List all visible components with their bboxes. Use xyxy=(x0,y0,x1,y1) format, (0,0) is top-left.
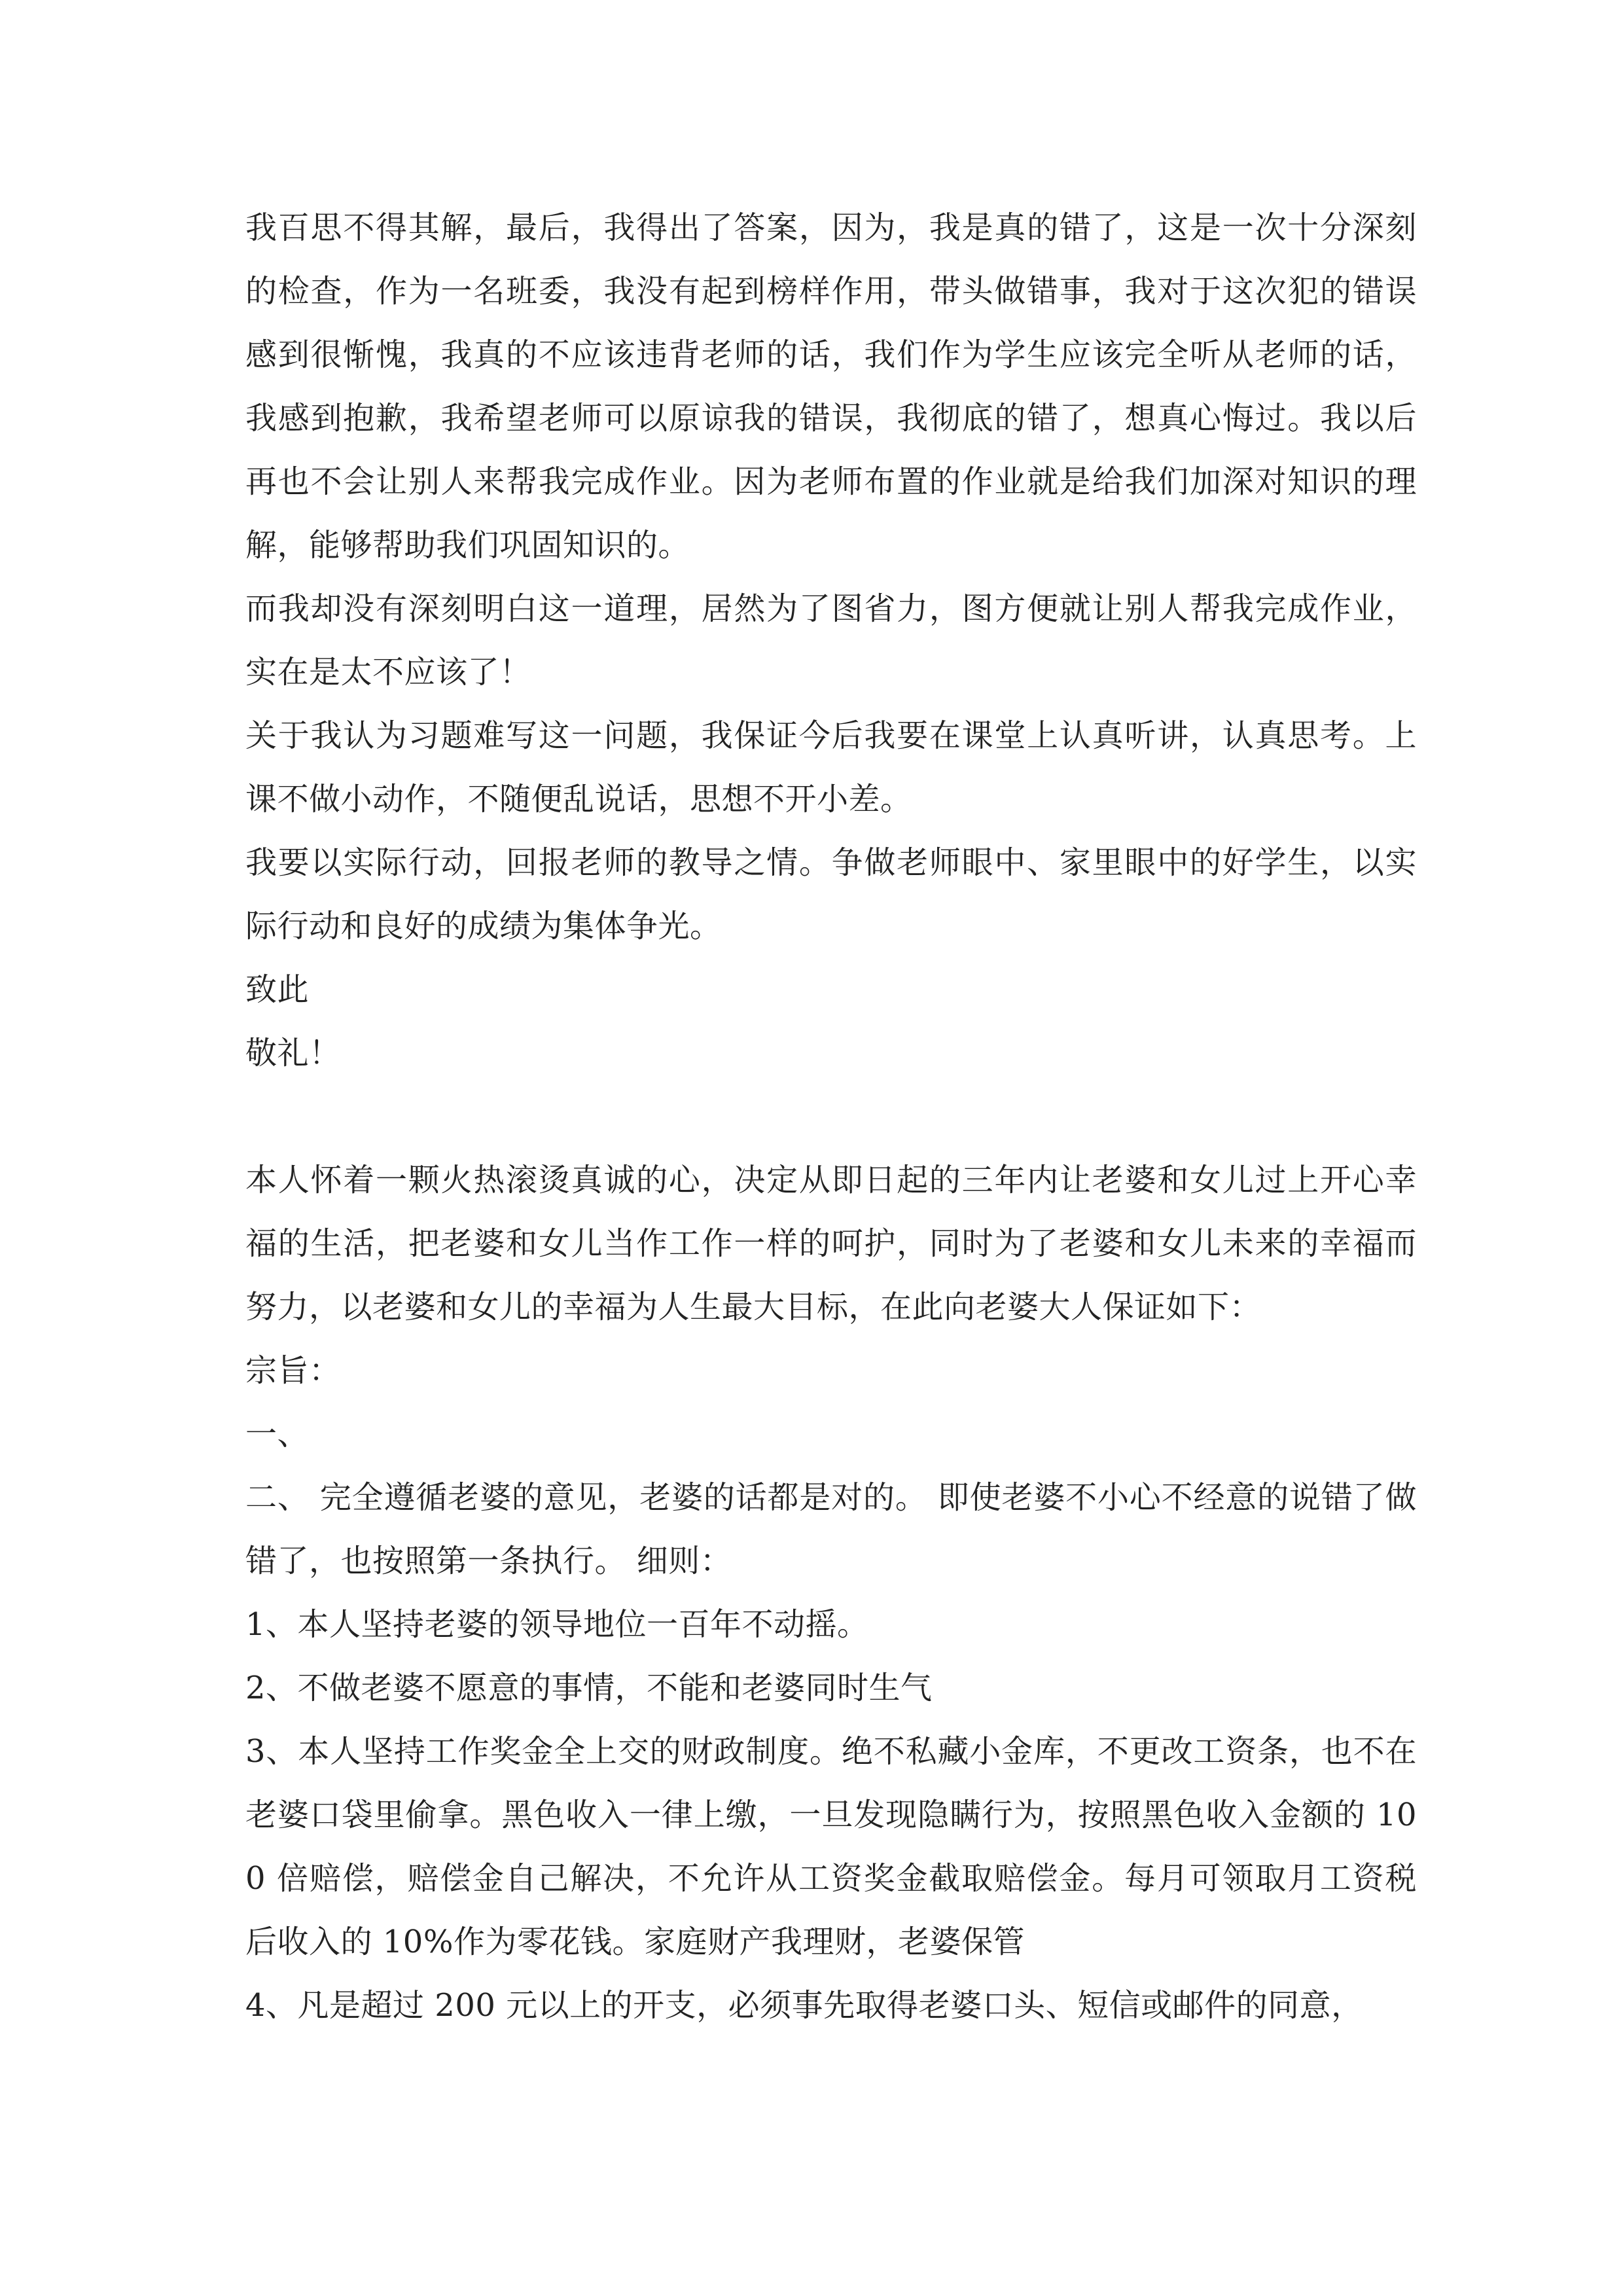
document-body xyxy=(245,196,1417,2037)
rule-item: 1、本人坚持老婆的领导地位一百年不动摇。 xyxy=(245,1606,869,1643)
rule-item: 3、本人坚持工作奖金全上交的财政制度。绝不私藏小金库，不更改工资条，也不在老婆口袋里偷拿。黑色收入一律上缴，一旦发现隐瞒行为，按照黑色收入金额的 100 倍赔偿，赔偿金自己解决，不允许从工资奖金截取赔偿金。每月可领取月工资税后收入的 10%作为零花钱。家庭财产我理财，老婆保管 xyxy=(245,1733,1417,1960)
paragraph: 而我却没有深刻明白这一道理，居然为了图省力，图方便就让别人帮我完成作业，实在是太不应该了！ xyxy=(245,590,1417,691)
paragraph: 二、 完全遵循老婆的意见，老婆的话都是对的。 即使老婆不小心不经意的说错了做错了，也按照第一条执行。 细则： xyxy=(245,1479,1417,1579)
paragraph: 我百思不得其解，最后，我得出了答案，因为，我是真的错了，这是一次十分深刻的检查，作为一名班委，我没有起到榜样作用，带头做错事，我对于这次犯的错误感到很惭愧，我真的不应该违背老师的话，我们作为学生应该完全听从老师的话，我感到抱歉，我希望老师可以原谅我的错误，我彻底的错了，想真心悔过。我以后再也不会让别人来帮我完成作业。因为老师布置的作业就是给我们加深对知识的理解，能够帮助我们巩固知识的。 xyxy=(245,209,1417,564)
rule-item: 4、凡是超过 200 元以上的开支，必须事先取得老婆口头、短信或邮件的同意， xyxy=(245,1987,1363,2024)
paragraph: 我要以实际行动，回报老师的教导之情。争做老师眼中、家里眼中的好学生，以实际行动和良好的成绩为集体争光。 xyxy=(245,844,1417,944)
heading-line: 宗旨： xyxy=(245,1352,341,1389)
list-marker: 一、 xyxy=(245,1416,310,1452)
rule-item: 2、不做老婆不愿意的事情，不能和老婆同时生气 xyxy=(245,1670,933,1706)
paragraph: 本人怀着一颗火热滚烫真诚的心，决定从即日起的三年内让老婆和女儿过上开心幸福的生活，把老婆和女儿当作工作一样的呵护，同时为了老婆和女儿未来的幸福而努力，以老婆和女儿的幸福为人生最大目标，在此向老婆大人保证如下： xyxy=(245,1162,1417,1325)
letter-section-guarantee xyxy=(245,1149,1417,2037)
salutation-line: 敬礼！ xyxy=(245,1035,341,1071)
closing-line: 致此 xyxy=(245,971,310,1008)
paragraph: 关于我认为习题难写这一问题，我保证今后我要在课堂上认真听讲，认真思考。上课不做小动作，不随便乱说话，思想不开小差。 xyxy=(245,717,1417,817)
letter-section-apology xyxy=(245,196,1417,1085)
